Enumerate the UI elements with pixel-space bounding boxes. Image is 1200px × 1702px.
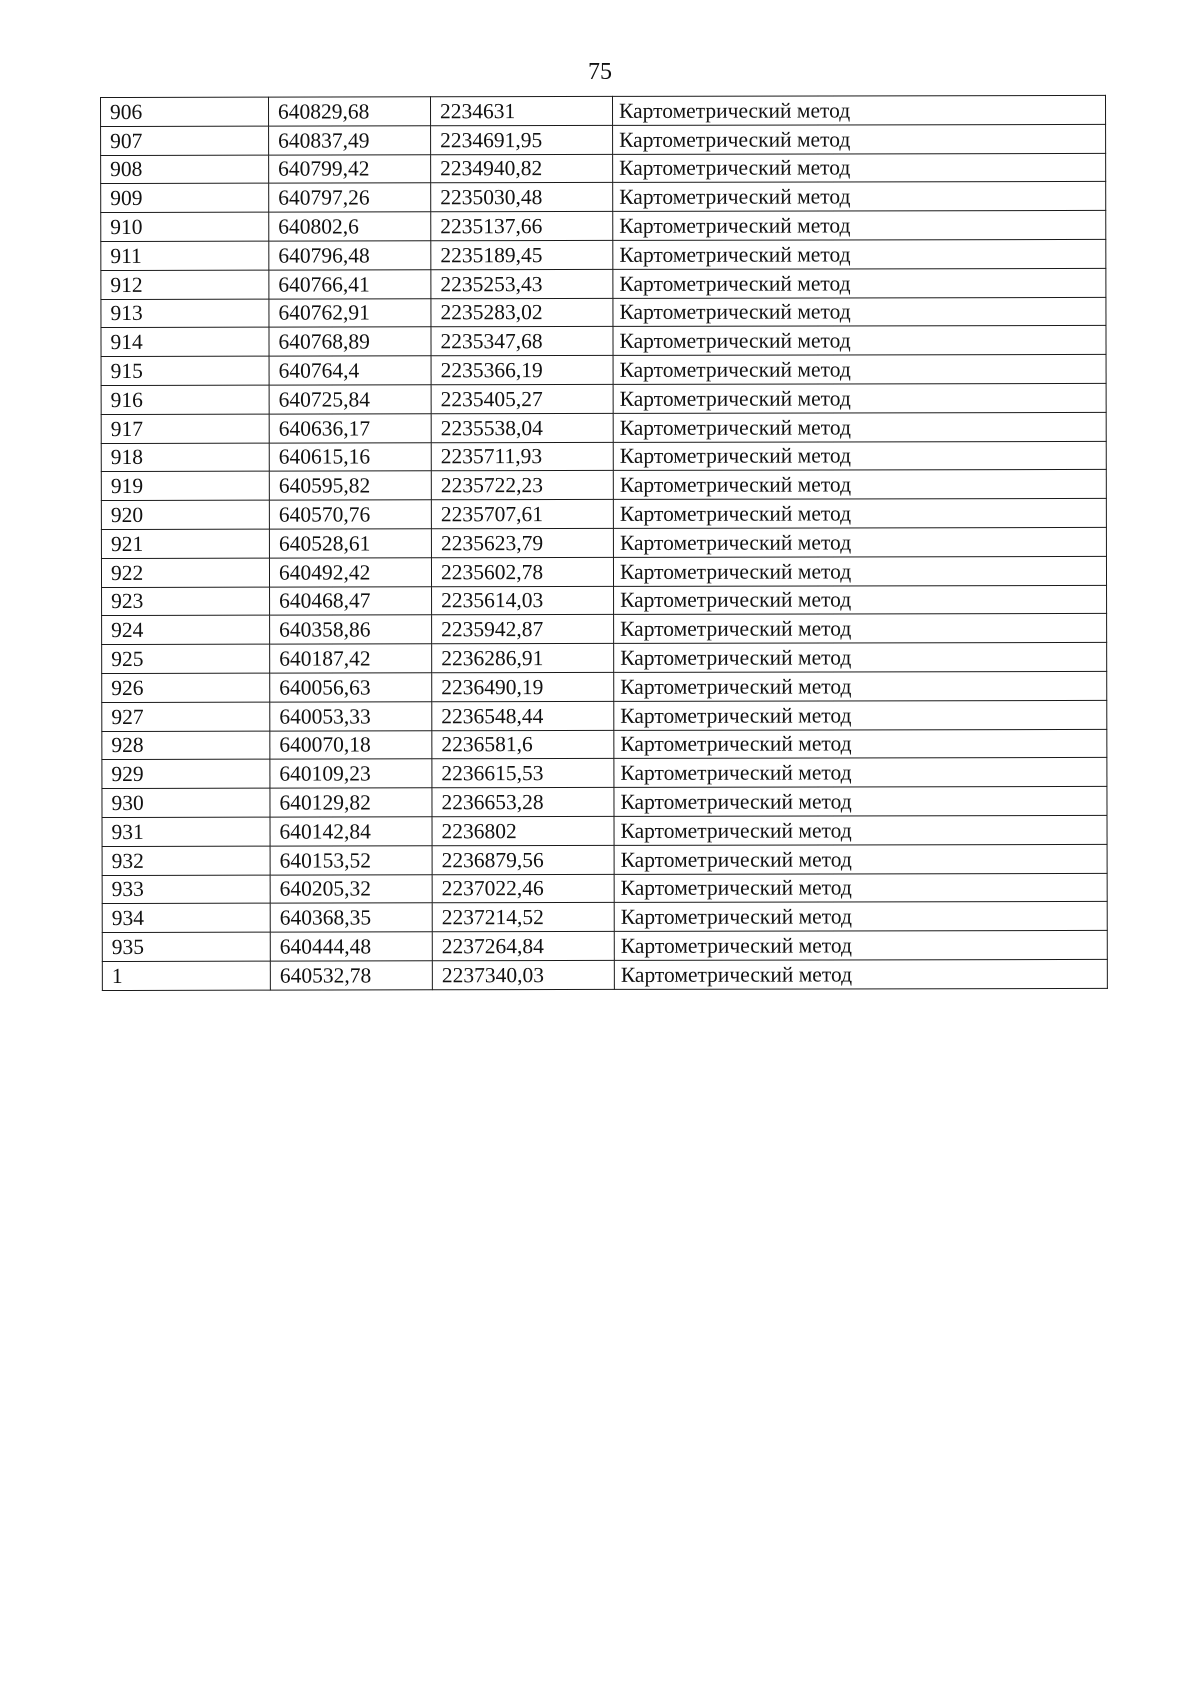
method-cell: Картометрический метод [614,815,1107,845]
x-coordinate-cell: 640570,76 [269,500,431,529]
y-coordinate-cell: 2235942,87 [432,615,614,644]
x-coordinate-cell: 640764,4 [269,356,431,385]
method-cell: Картометрический метод [613,211,1106,241]
x-coordinate-cell: 640725,84 [269,385,431,414]
method-cell: Картометрический метод [614,931,1107,961]
method-cell: Картометрический метод [614,873,1107,903]
table-row [101,527,1106,558]
method-cell: Картометрический метод [613,556,1106,586]
x-coordinate-cell: 640492,42 [269,558,431,587]
x-coordinate-cell: 640053,33 [270,702,432,731]
table-row [102,585,1107,616]
point-number-cell: 916 [101,385,269,414]
method-cell: Картометрический метод [614,758,1107,788]
point-number-cell: 934 [102,903,270,932]
x-coordinate-cell: 640636,17 [269,414,431,443]
y-coordinate-cell: 2235711,93 [431,442,613,471]
point-number-cell: 908 [101,155,269,184]
x-coordinate-cell: 640595,82 [269,471,431,500]
method-cell: Картометрический метод [614,700,1107,730]
y-coordinate-cell: 2237022,46 [432,874,614,903]
coordinates-table-body [101,95,1108,990]
point-number-cell: 913 [101,299,269,328]
coordinates-table [100,95,1108,991]
point-number-cell: 918 [101,443,269,472]
method-cell: Картометрический метод [612,95,1105,125]
y-coordinate-cell: 2234940,82 [431,154,613,183]
x-coordinate-cell: 640766,41 [269,270,431,299]
point-number-cell: 922 [101,558,269,587]
y-coordinate-cell: 2235722,23 [431,471,613,500]
table-row [101,239,1106,270]
x-coordinate-cell: 640829,68 [269,97,431,126]
method-cell: Картометрический метод [614,614,1107,644]
x-coordinate-cell: 640142,84 [270,817,432,846]
table-row [102,614,1107,645]
x-coordinate-cell: 640205,32 [270,874,432,903]
method-cell: Картометрический метод [614,959,1107,989]
method-cell: Картометрический метод [614,643,1107,673]
x-coordinate-cell: 640153,52 [270,846,432,875]
point-number-cell: 914 [101,328,269,357]
table-row [101,355,1106,386]
x-coordinate-cell: 640615,16 [269,442,431,471]
x-coordinate-cell: 640532,78 [270,961,432,990]
x-coordinate-cell: 640799,42 [269,154,431,183]
point-number-cell: 907 [101,126,269,155]
point-number-cell: 930 [102,788,270,817]
table-row [102,643,1107,674]
table-row [101,124,1106,155]
table-row [101,556,1106,587]
point-number-cell: 920 [101,500,269,529]
method-cell: Картометрический метод [613,355,1106,385]
method-cell: Картометрический метод [614,787,1107,817]
table-row [102,700,1107,731]
x-coordinate-cell: 640762,91 [269,298,431,327]
method-cell: Картометрический метод [613,441,1106,471]
x-coordinate-cell: 640468,47 [270,586,432,615]
point-number-cell: 925 [102,644,270,673]
method-cell: Картометрический метод [613,124,1106,154]
y-coordinate-cell: 2236581,6 [432,730,614,759]
y-coordinate-cell: 2236879,56 [432,845,614,874]
y-coordinate-cell: 2235253,43 [431,269,613,298]
y-coordinate-cell: 2235707,61 [431,500,613,529]
point-number-cell: 924 [102,615,270,644]
y-coordinate-cell: 2236615,53 [432,759,614,788]
point-number-cell: 923 [102,587,270,616]
table-row [101,182,1106,213]
method-cell: Картометрический метод [613,297,1106,327]
point-number-cell: 931 [102,817,270,846]
table-row [101,268,1106,299]
method-cell: Картометрический метод [614,585,1107,615]
x-coordinate-cell: 640056,63 [270,673,432,702]
point-number-cell: 911 [101,241,269,270]
x-coordinate-cell: 640187,42 [270,644,432,673]
y-coordinate-cell: 2235623,79 [431,528,613,557]
y-coordinate-cell: 2236653,28 [432,788,614,817]
method-cell: Картометрический метод [613,412,1106,442]
y-coordinate-cell: 2235405,27 [431,384,613,413]
table-row [102,959,1107,990]
table-row [101,441,1106,472]
point-number-cell: 912 [101,270,269,299]
method-cell: Картометрический метод [613,383,1106,413]
table-row [102,844,1107,875]
y-coordinate-cell: 2235030,48 [431,183,613,212]
y-coordinate-cell: 2235347,68 [431,327,613,356]
point-number-cell: 935 [102,932,270,961]
point-number-cell: 906 [101,97,269,126]
method-cell: Картометрический метод [613,153,1106,183]
method-cell: Картометрический метод [613,182,1106,212]
y-coordinate-cell: 2236286,91 [432,644,614,673]
table-row [101,499,1106,530]
x-coordinate-cell: 640129,82 [270,788,432,817]
point-number-cell: 928 [102,731,270,760]
y-coordinate-cell: 2234631 [431,96,613,125]
table-row [101,383,1106,414]
point-number-cell: 927 [102,702,270,731]
table-row [101,470,1106,501]
point-number-cell: 909 [101,184,269,213]
table-row [102,758,1107,789]
x-coordinate-cell: 640802,6 [269,212,431,241]
point-number-cell: 929 [102,759,270,788]
y-coordinate-cell: 2234691,95 [431,125,613,154]
x-coordinate-cell: 640358,86 [270,615,432,644]
y-coordinate-cell: 2235137,66 [431,212,613,241]
method-cell: Картометрический метод [614,729,1107,759]
point-number-cell: 915 [101,356,269,385]
point-number-cell: 910 [101,212,269,241]
point-number-cell: 917 [101,414,269,443]
x-coordinate-cell: 640444,48 [270,932,432,961]
x-coordinate-cell: 640528,61 [269,529,431,558]
method-cell: Картометрический метод [613,527,1106,557]
x-coordinate-cell: 640070,18 [270,730,432,759]
table-row [101,95,1106,126]
point-number-cell: 919 [101,472,269,501]
method-cell: Картометрический метод [613,326,1106,356]
x-coordinate-cell: 640837,49 [269,126,431,155]
x-coordinate-cell: 640797,26 [269,183,431,212]
y-coordinate-cell: 2235602,78 [431,557,613,586]
method-cell: Картометрический метод [613,470,1106,500]
table-row [101,153,1106,184]
point-number-cell: 1 [102,961,270,990]
table-row [102,931,1107,962]
table-row [102,787,1107,818]
x-coordinate-cell: 640368,35 [270,903,432,932]
y-coordinate-cell: 2235283,02 [431,298,613,327]
method-cell: Картометрический метод [613,239,1106,269]
table-row [101,297,1106,328]
x-coordinate-cell: 640768,89 [269,327,431,356]
table-row [102,873,1107,904]
x-coordinate-cell: 640796,48 [269,241,431,270]
y-coordinate-cell: 2235189,45 [431,240,613,269]
y-coordinate-cell: 2235614,03 [432,586,614,615]
y-coordinate-cell: 2235538,04 [431,413,613,442]
x-coordinate-cell: 640109,23 [270,759,432,788]
method-cell: Картометрический метод [614,844,1107,874]
method-cell: Картометрический метод [614,671,1107,701]
table-row [101,326,1106,357]
y-coordinate-cell: 2237264,84 [432,932,614,961]
table-row [102,729,1107,760]
y-coordinate-cell: 2236548,44 [432,701,614,730]
point-number-cell: 926 [102,673,270,702]
y-coordinate-cell: 2237214,52 [432,903,614,932]
point-number-cell: 921 [101,529,269,558]
point-number-cell: 933 [102,875,270,904]
y-coordinate-cell: 2236490,19 [432,672,614,701]
method-cell: Картометрический метод [613,499,1106,529]
y-coordinate-cell: 2235366,19 [431,356,613,385]
method-cell: Картометрический метод [614,902,1107,932]
page-number: 75 [588,59,612,85]
y-coordinate-cell: 2236802 [432,816,614,845]
y-coordinate-cell: 2237340,03 [432,960,614,989]
table-row [101,211,1106,242]
table-row [102,815,1107,846]
point-number-cell: 932 [102,846,270,875]
table-row [102,902,1107,933]
table-row [101,412,1106,443]
table-row [102,671,1107,702]
method-cell: Картометрический метод [613,268,1106,298]
